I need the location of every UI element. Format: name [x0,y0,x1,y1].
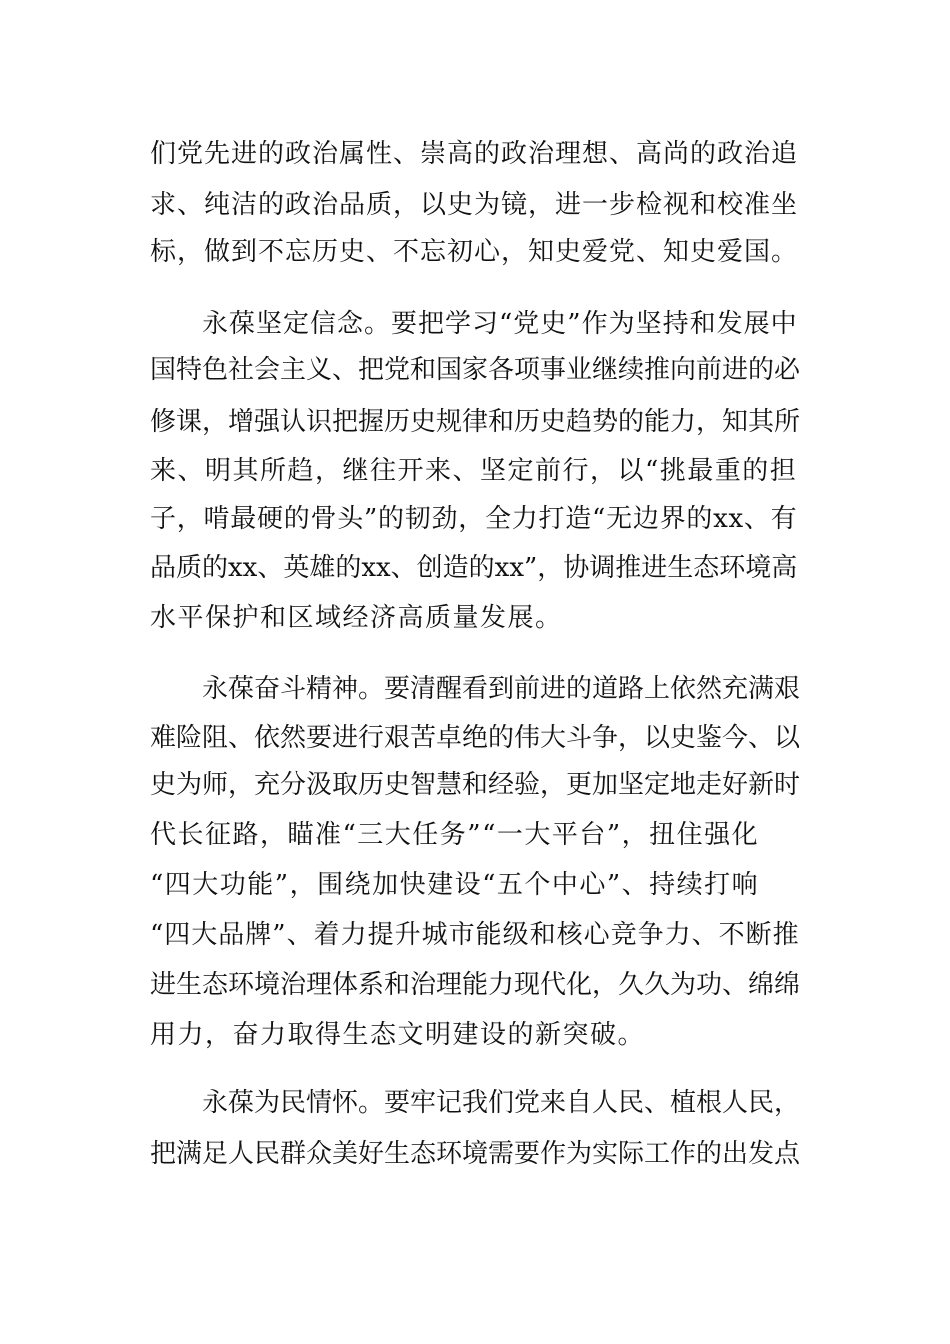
text-line: “四大品牌”、着力提升城市能级和核心竞争力、不断推 [150,920,800,950]
text-line: 来、明其所趋，继往开来、坚定前行，以“挑最重的担 [150,456,798,486]
paragraph-first-line: 永葆奋斗精神。要清醒看到前进的道路上依然充满艰 [202,674,801,704]
paragraph-first-line: 永葆坚定信念。要把学习“党史”作为坚持和发展中 [202,309,798,339]
text-line: 品质的xx、英雄的xx、创造的xx”，协调推进生态环境高 [150,553,798,583]
text-line: 求、纯洁的政治品质，以史为镜，进一步检视和校准坐 [150,190,799,220]
text-line: 把满足人民群众美好生态环境需要作为实际工作的出发点 [150,1139,801,1169]
text-line: 难险阻、依然要进行艰苦卓绝的伟大斗争，以史鉴今、以 [150,723,801,753]
text-line: 水平保护和区域经济高质量发展。 [150,603,563,633]
text-line: 国特色社会主义、把党和国家各项事业继续推向前进的必 [150,355,801,385]
text-line: 史为师，充分汲取历史智慧和经验，更加坚定地走好新时 [150,770,801,800]
text-line: 代长征路，瞄准“三大任务”“一大平台”，扭住强化 [150,820,760,850]
text-line: “四大功能”，围绕加快建设“五个中心”、持续打响 [150,870,760,900]
text-line: 们党先进的政治属性、崇高的政治理想、高尚的政治追 [150,139,799,169]
text-line: 进生态环境治理体系和治理能力现代化，久久为功、绵绵 [150,970,801,1000]
paragraph-first-line: 永葆为民情怀。要牢记我们党来自人民、植根人民， [202,1088,801,1118]
text-line: 用力，奋力取得生态文明建设的新突破。 [150,1020,646,1050]
text-line: 子，啃最硬的骨头”的韧劲，全力打造“无边界的xx、有 [150,504,798,534]
text-line: 标，做到不忘历史、不忘初心，知史爱党、知史爱国。 [150,237,799,267]
text-line: 修课，增强认识把握历史规律和历史趋势的能力，知其所 [150,407,801,437]
